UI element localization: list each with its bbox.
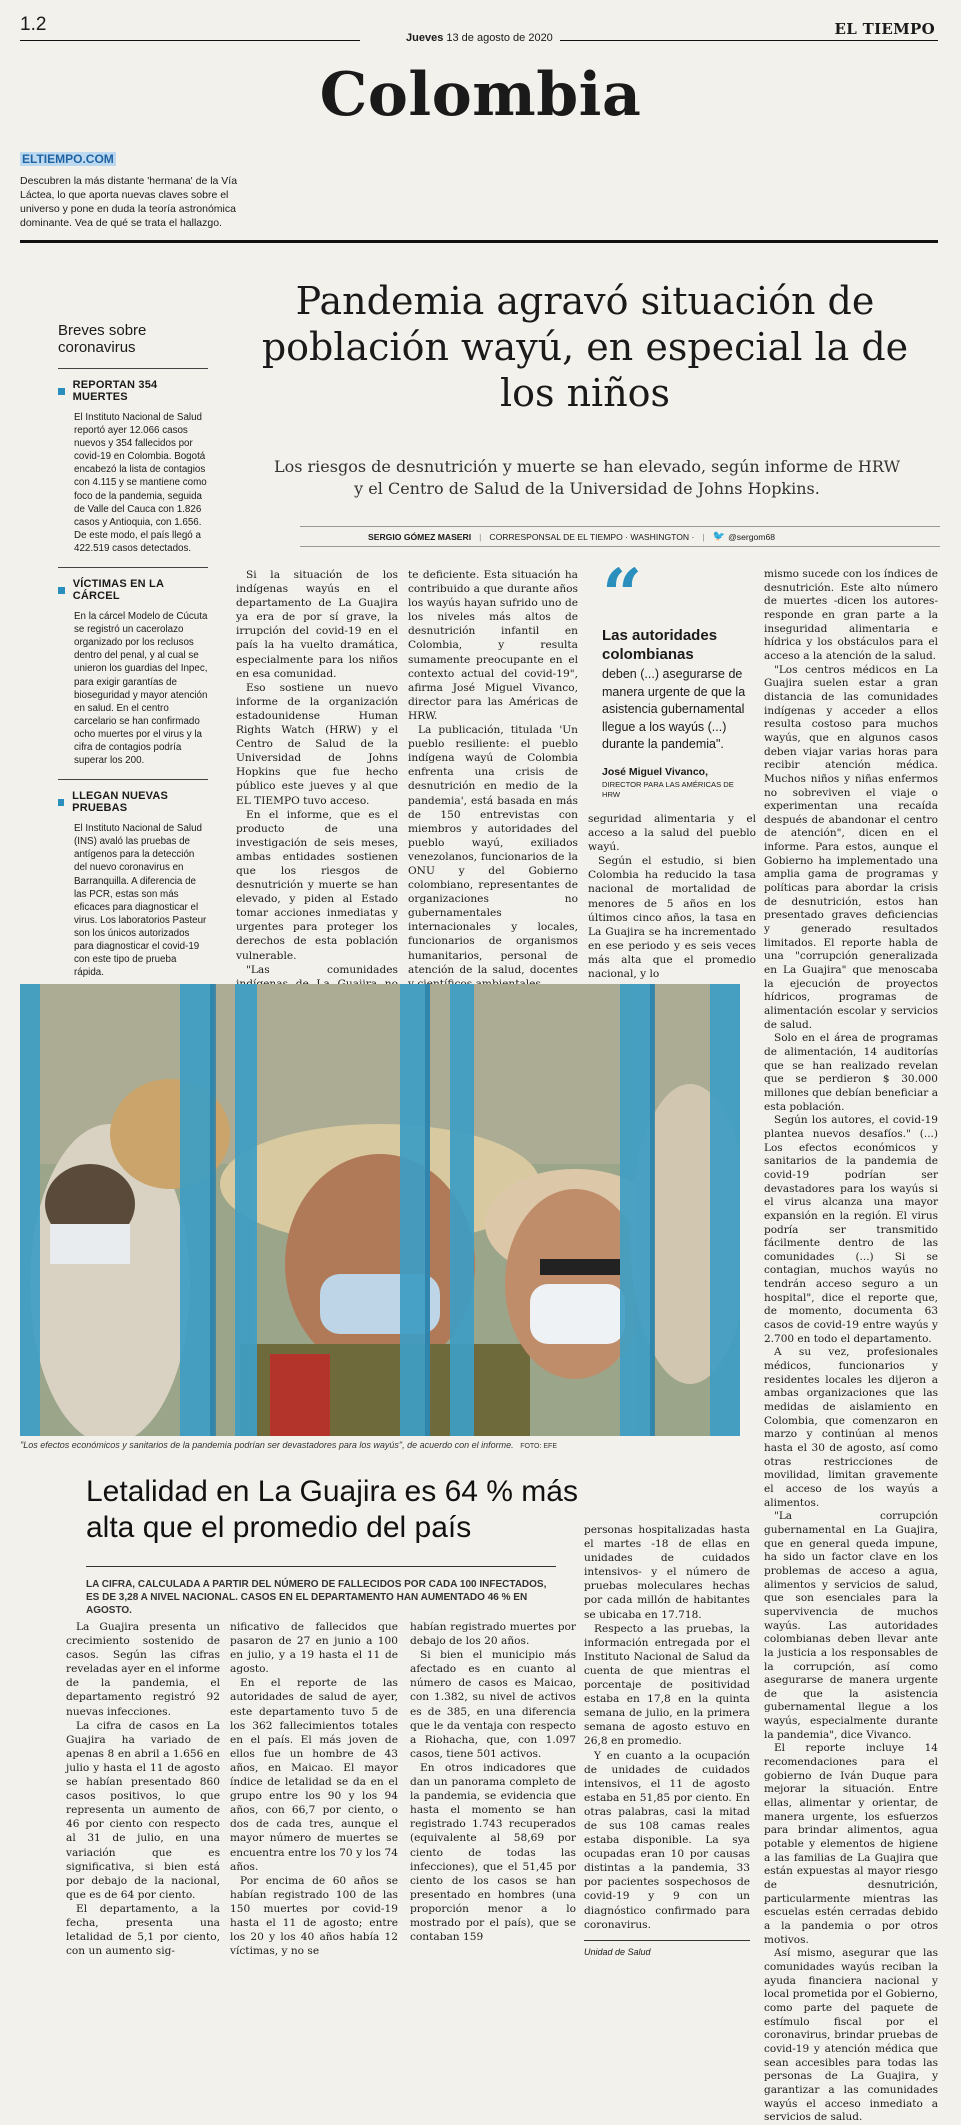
paragraph: Si la situación de los indígenas wayús en el departamento de La Guajira ya era de por sí grave, la irrupción del covid-19 en el país la ha vuelto dramática, especialmente para los niños en esa comunidad. [236,569,398,680]
quote-author: José Miguel Vivanco, [602,765,709,778]
paragraph: te deficiente. Esta situación ha contribuido a que durante años los wayús hayan sufrido uno de los niveles más altos de desnutrición infantil en Colombia, y resulta sumamente preocupante en el contexto actual del covid-19", afirma José Miguel Vivanco, director para las Américas de HRW. [408,569,578,722]
paragraph: A su vez, profesionales médicos, funcionarios y residentes locales les dijeron a ambas organizaciones que las medidas de aislamiento en Colombia, que comenzaron en marzo y continúan al menos hasta el 30 de agosto, así como otras restricciones de movilidad, limitan gravemente el acceso de los wayús a alimentos. [764,1346,938,1509]
briefs-panel [58,322,208,991]
paragraph: mismo sucede con los índices de desnutrición. Este alto número de muertes -dicen los autores- responde en gran parte a la inseguridad alimentaria e hídrica y los obstáculos para el acceso a la atención de la salud. [764,568,938,662]
square-bullet-icon [58,388,65,395]
paragraph: personas hospitalizadas hasta el martes -18 de ellas en unidades de cuidados intensivos- y el número de pruebas moleculares hechas por cada millón de habitantes se ubicaba en 17.718. [584,1524,750,1621]
promo-site-link[interactable]: ELTIEMPO.COM [22,152,114,166]
paragraph: La Guajira presenta un crecimiento sostenido de casos. Según las cifras reveladas ayer en el informe de la pandemia, el departamento registró 92 nuevas infecciones. [66,1621,220,1718]
paragraph: El departamento, a la fecha, presenta una letalidad de 5,1 por ciento, con un aumento sig- [66,1902,220,1958]
brief-title [58,379,208,403]
secondary-headline: Letalidad en La Guajira es 64 % más alta que el promedio del país [86,1475,578,1544]
photo-caption-text: "Los efectos económicos y sanitarios de la pandemia podrían ser devastadores para los wayús", de acuerdo con el informe. [20,1440,514,1450]
square-bullet-icon [58,587,65,594]
section-divider [20,240,938,243]
paragraph: Por encima de 60 años se habían registrado 100 de las 150 muertes por covid-19 hasta el 11 de agosto; entre los 20 y los 40 años había 12 víctimas, y no se [230,1874,398,1958]
quote-mark-icon: “ [602,553,643,636]
paragraph: Respecto a las pruebas, la información entregada por el Instituto Nacional de Salud da cuenta de que mientras el porcentaje de positividad estaba en 17,8 en la quinta semana de julio, en la primera semana de agosto estuvo en 26,8 en promedio. [584,1622,750,1748]
byline-name: SERGIO GÓMEZ MASERI [368,531,472,542]
header-rule-right [560,40,938,41]
byline-handle[interactable]: @sergom68 [728,531,776,542]
paragraph: habían registrado muertes por debajo de los 20 años. [410,1621,576,1648]
paragraph: El reporte incluye 14 recomendaciones para el gobierno de Iván Duque para mejorar la situación. Entre ellas, alimentar y orientar, de manera urgente, los esfuerzos para brindar alimentos, agua potable y elementos de higiene a las familias de La Guajira que están expuestas al mayor riesgo de desnutrición, particularmente mientras las escuelas estén cerradas debido a la pandemia o por otros motivos. [764,1742,938,1946]
paragraph: La publicación, titulada 'Un pueblo resiliente: el pueblo indígena wayú de Colombia enfrenta una crisis de desnutrición en medio de la pandemia', está basada en más de 150 entrevistas con miembros y autoridades del pueblo wayú, exiliados venezolanos, funcionarios de la ONU y del Gobierno colombiano, representantes de organizaciones no gubernamentales internacionales y locales, funcionarios de organismos humanitarios, personal de atención de la salud, docentes [408,724,578,976]
briefs-heading: Breves sobre coronavirus [58,322,147,356]
briefs-separator [58,567,208,568]
byline [300,526,940,547]
issue-date [406,32,553,44]
byline-divider: | [702,531,705,542]
paragraph: La cifra de casos en La Guajira ha variado de apenas 8 en abril a 1.656 en julio y hasta el 11 de agosto se habían presentado 860 casos positivos, lo que representa un aumento de 46 por ciento con respecto al 31 de julio, en una variación que es significativa, si bien está por debajo de la nacional, que es de 64 por ciento. [66,1719,220,1901]
brief-item [58,578,208,767]
briefs-separator [58,779,208,780]
brief-item [58,379,208,555]
signature-rule [584,1940,750,1941]
secondary-deck: LA CIFRA, CALCULADA A PARTIR DEL NÚMERO DE FALLECIDOS POR CADA 100 INFECTADOS, ES DE 3,28 A NIVEL NACIONAL. CASOS EN EL DEPARTAMENTO HAN AUMENTADO 46 % EN AGOSTO. [86,1579,547,1616]
brief-body: El Instituto Nacional de Salud reportó ayer 12.066 casos nuevos y 354 fallecidos por covid-19 en Colombia. Bogotá encabezó la lista de contagios con 4.115 y se mantiene como foco de la pandemia, seguida de Valle del Cauca con 1.826 casos y Antioquia, con 1.656. De este modo, el país llegó a 422.519 casos detectados. [74,412,207,554]
byline-role: CORRESPONSAL DE EL TIEMPO · WASHINGTON · [489,531,695,542]
paragraph: Si bien el municipio más afectado es en cuanto al número de casos es Maicao, con 1.382, su nivel de activos es de 385, en una diferencia que le da ventaja con respecto a Riohacha, que, con 1.097 casos, tiene 501 activos. [410,1649,576,1760]
paragraph: nificativo de fallecidos que pasaron de 27 en junio a 100 en julio, y a 19 hasta el 11 de agosto. [230,1621,398,1676]
brief-body: En la cárcel Modelo de Cúcuta se registró un cacerolazo organizado por los reclusos dentro del penal, y al cual se unieron los guardias del Inpec, para exigir garantías de bioseguridad y mayor atención en salud. En el centro carcelario se han confirmado ocho muertes por el virus y la cifra de contagios podría superar los 200. [74,611,208,767]
secondary-rule [86,1566,556,1567]
main-col-3 [588,812,756,981]
paragraph: Así mismo, asegurar que las comunidades wayús reciban la ayuda financiera nacional y local prometida por el Gobierno, como parte del paquete de estímulo fiscal por el coronavirus, brindar pruebas de covid-19 y atención médica que sean accesibles para todas las personas de La Guajira, y garantizar a las comunidades wayús el acceso inmediato a servicios de salud. [764,1947,938,2124]
paragraph: Según el estudio, si bien Colombia ha reducido la tasa nacional de mortalidad de menores de 5 años en los últimos cinco años, la tasa en La Guajira se ha incrementado en ese periodo y es seis veces más alta que el promedio nacional, y lo [588,855,756,981]
promo-text: Descubren la más distante 'hermana' de la Vía Láctea, lo que aporta nuevas claves sobre el universo y pone en duda la teoría astronómica dominante. Vea de qué se trata el hallazgo. [20,175,238,229]
secondary-col-2 [230,1620,398,1958]
pull-quote [602,553,750,800]
brief-title-text: VÍCTIMAS EN LA CÁRCEL [72,578,164,603]
paragraph: Solo en el área de programas de alimentación, 14 auditorías que se han realizado revelan que se perdieron $ 30.000 millones que debían beneficiar a esta población. [764,1032,938,1113]
photo-caption [20,1440,740,1450]
issue-date-rest: 13 de agosto de 2020 [446,32,553,44]
main-col-4 [764,568,938,2125]
paragraph: En otros indicadores que dan un panorama completo de la pandemia, se evidencia que hasta el momento se han registrado 1.743 recuperados (equivalente al 58,69 por ciento de todas las infecciones), que el 51,45 por ciento de los casos se han presentado en hombres (una proporción menor a lo mostrado por el país), que se contaban 159 [410,1761,576,1944]
brief-body: El Instituto Nacional de Salud (INS) avaló las pruebas de antígenos para la detección del nuevo coronavirus en Barranquilla. A diferencia de las PCR, estas son más eficaces para diagnosticar el virus. Los laboratorios Pasteur son los únicos autorizados para diagnosticar el covid-19 con este tipo de prueba rápida. [74,823,207,979]
paragraph: "La corrupción gubernamental en La Guajira, que en general queda impune, ha sido un factor clave en los problemas de acceso a agua, alimentos y servicios de salud, que son esenciales para la supervivencia de muchos wayús. Las autoridades colombianas deben llevar ante la justicia a los responsables de la corrupción, así como asegurarse de manera urgente de que la asistencia gubernamental llegue a los wayús, especialmente durante la pandemia", dice Vivanco. [764,1510,938,1741]
page-number: 1.2 [20,14,47,35]
paragraph: Según los autores, el covid-19 plantea nuevos desafíos." (...) Los efectos económicos y sanitarios de la pandemia de covid-19 podrían ser devastadores para los wayús si el virus alcanza una mayor expansión en la región. El virus podría ser transmitido fácilmente dentro de las comunidades (...) Si se contagian, muchos wayús no tendrán acceso seguro a un hospital", dice el reporte que, de momento, documenta 63 casos de covid-19 entre wayús y 2.700 en todo el departamento. [764,1114,938,1345]
secondary-col-3 [410,1620,576,1944]
byline-divider: | [479,531,482,542]
quote-lead: Las autoridades colombianas [602,627,718,663]
paragraph: En el reporte de las autoridades de salud de ayer, este departamento tuvo 5 de los 362 fallecimientos totales en el país. El más joven de ellos fue un hombre de 43 años, en Maicao. El mayor índice de letalidad se da en el grupo entre los 90 y los 94 años, con 66,7 por ciento, o dos de cada tres, aunque el mayor número de muertes se encuentra entre los 70 y los 74 años. [230,1677,398,1873]
main-headline: Pandemia agravó situación de población wayú, en especial la de los niños [261,279,909,415]
promo-block [20,150,265,230]
paragraph: seguridad alimentaria y el acceso a la salud del pueblo wayú. [588,813,756,854]
section-title: Colombia [319,60,642,130]
main-deck: Los riesgos de desnutrición y muerte se han elevado, según informe de HRW y el Centro de Salud de la Universidad de Johns Hopkins. [273,457,901,498]
paragraph: Eso sostiene un nuevo informe de la organización estadounidense Human Rights Watch (HRW) y el Centro de Salud de la Universidad de Johns Hopkins que fue hecho público este jueves y al que EL TIEMPO tuvo acceso. [236,681,398,807]
brief-title [58,790,208,814]
square-bullet-icon [58,799,64,806]
paragraph: En el informe, que es el producto de una investigación de seis meses, ambas entidades sostienen que los riesgos de desnutrición y muerte se han elevado, y piden al Estado tomar acciones inmediatas y urgentes para proteger los derechos de esta población vulnerable. [236,808,398,962]
paragraph: "Las comunidades [246,963,398,976]
signature: Unidad de Salud [584,1946,651,1957]
photo-credit: FOTO: EFE [520,1443,558,1450]
header-rule-left [20,40,360,41]
paragraph: Y en cuanto a la ocupación de unidades de cuidados intensivos, el 11 de agosto estaba en 51,85 por ciento. En otras palabras, casi la mitad de sus 108 camas reales estaba disponible. La sya ocupadas eran 10 por causas distintas a la pandemia, 33 por pacientes sospechosos de covid-19 y 9 con un diagnóstico confirmado para coronavirus. [584,1749,750,1931]
secondary-col-4 [584,1523,750,1959]
secondary-col-1 [66,1620,220,1958]
masthead-logo: EL TIEMPO [834,20,935,38]
paragraph: "Los centros médicos en La Guajira suelen estar a gran distancia de las comunidades indígenas y acceder a ellos resulta costoso para muchos wayús, que en algunos casos deben viajar varias horas para recibir atención médica. Muchos niños y niñas enfermos no sobreviven el viaje o experimentan una recaída después de abandonar el centro de atención", dicen en el informe. Para estos, aunque el Gobierno ha implementado una amplia gama de programas y políticas para abordar la crisis de desnutrición, estos han presentado graves deficiencias y generado resultados limitados. El reporte habla de una "corrupción generalizada en La Guajira" que menoscaba la ejecución de proyectos hídricos, programas de alimentación escolar y servicios de salud. [764,663,938,1031]
brief-title-text: LLEGAN NUEVAS PRUEBAS [72,790,169,815]
brief-title [58,578,208,602]
issue-date-day: Jueves [406,32,444,44]
quote-text: deben (...) asegurarse de manera urgente de que la asistencia gubernamental llegue a los wayús (...) durante la pandemia". [602,667,746,751]
brief-title-text: REPORTAN 354 MUERTES [72,379,158,403]
photo-illustration [20,984,740,1436]
main-photo [20,984,740,1436]
brief-item [58,790,208,979]
twitter-icon: 🐦 [712,531,726,542]
quote-role: DIRECTOR PARA LAS AMÉRICAS DE HRW [602,779,734,799]
briefs-separator [58,368,208,369]
